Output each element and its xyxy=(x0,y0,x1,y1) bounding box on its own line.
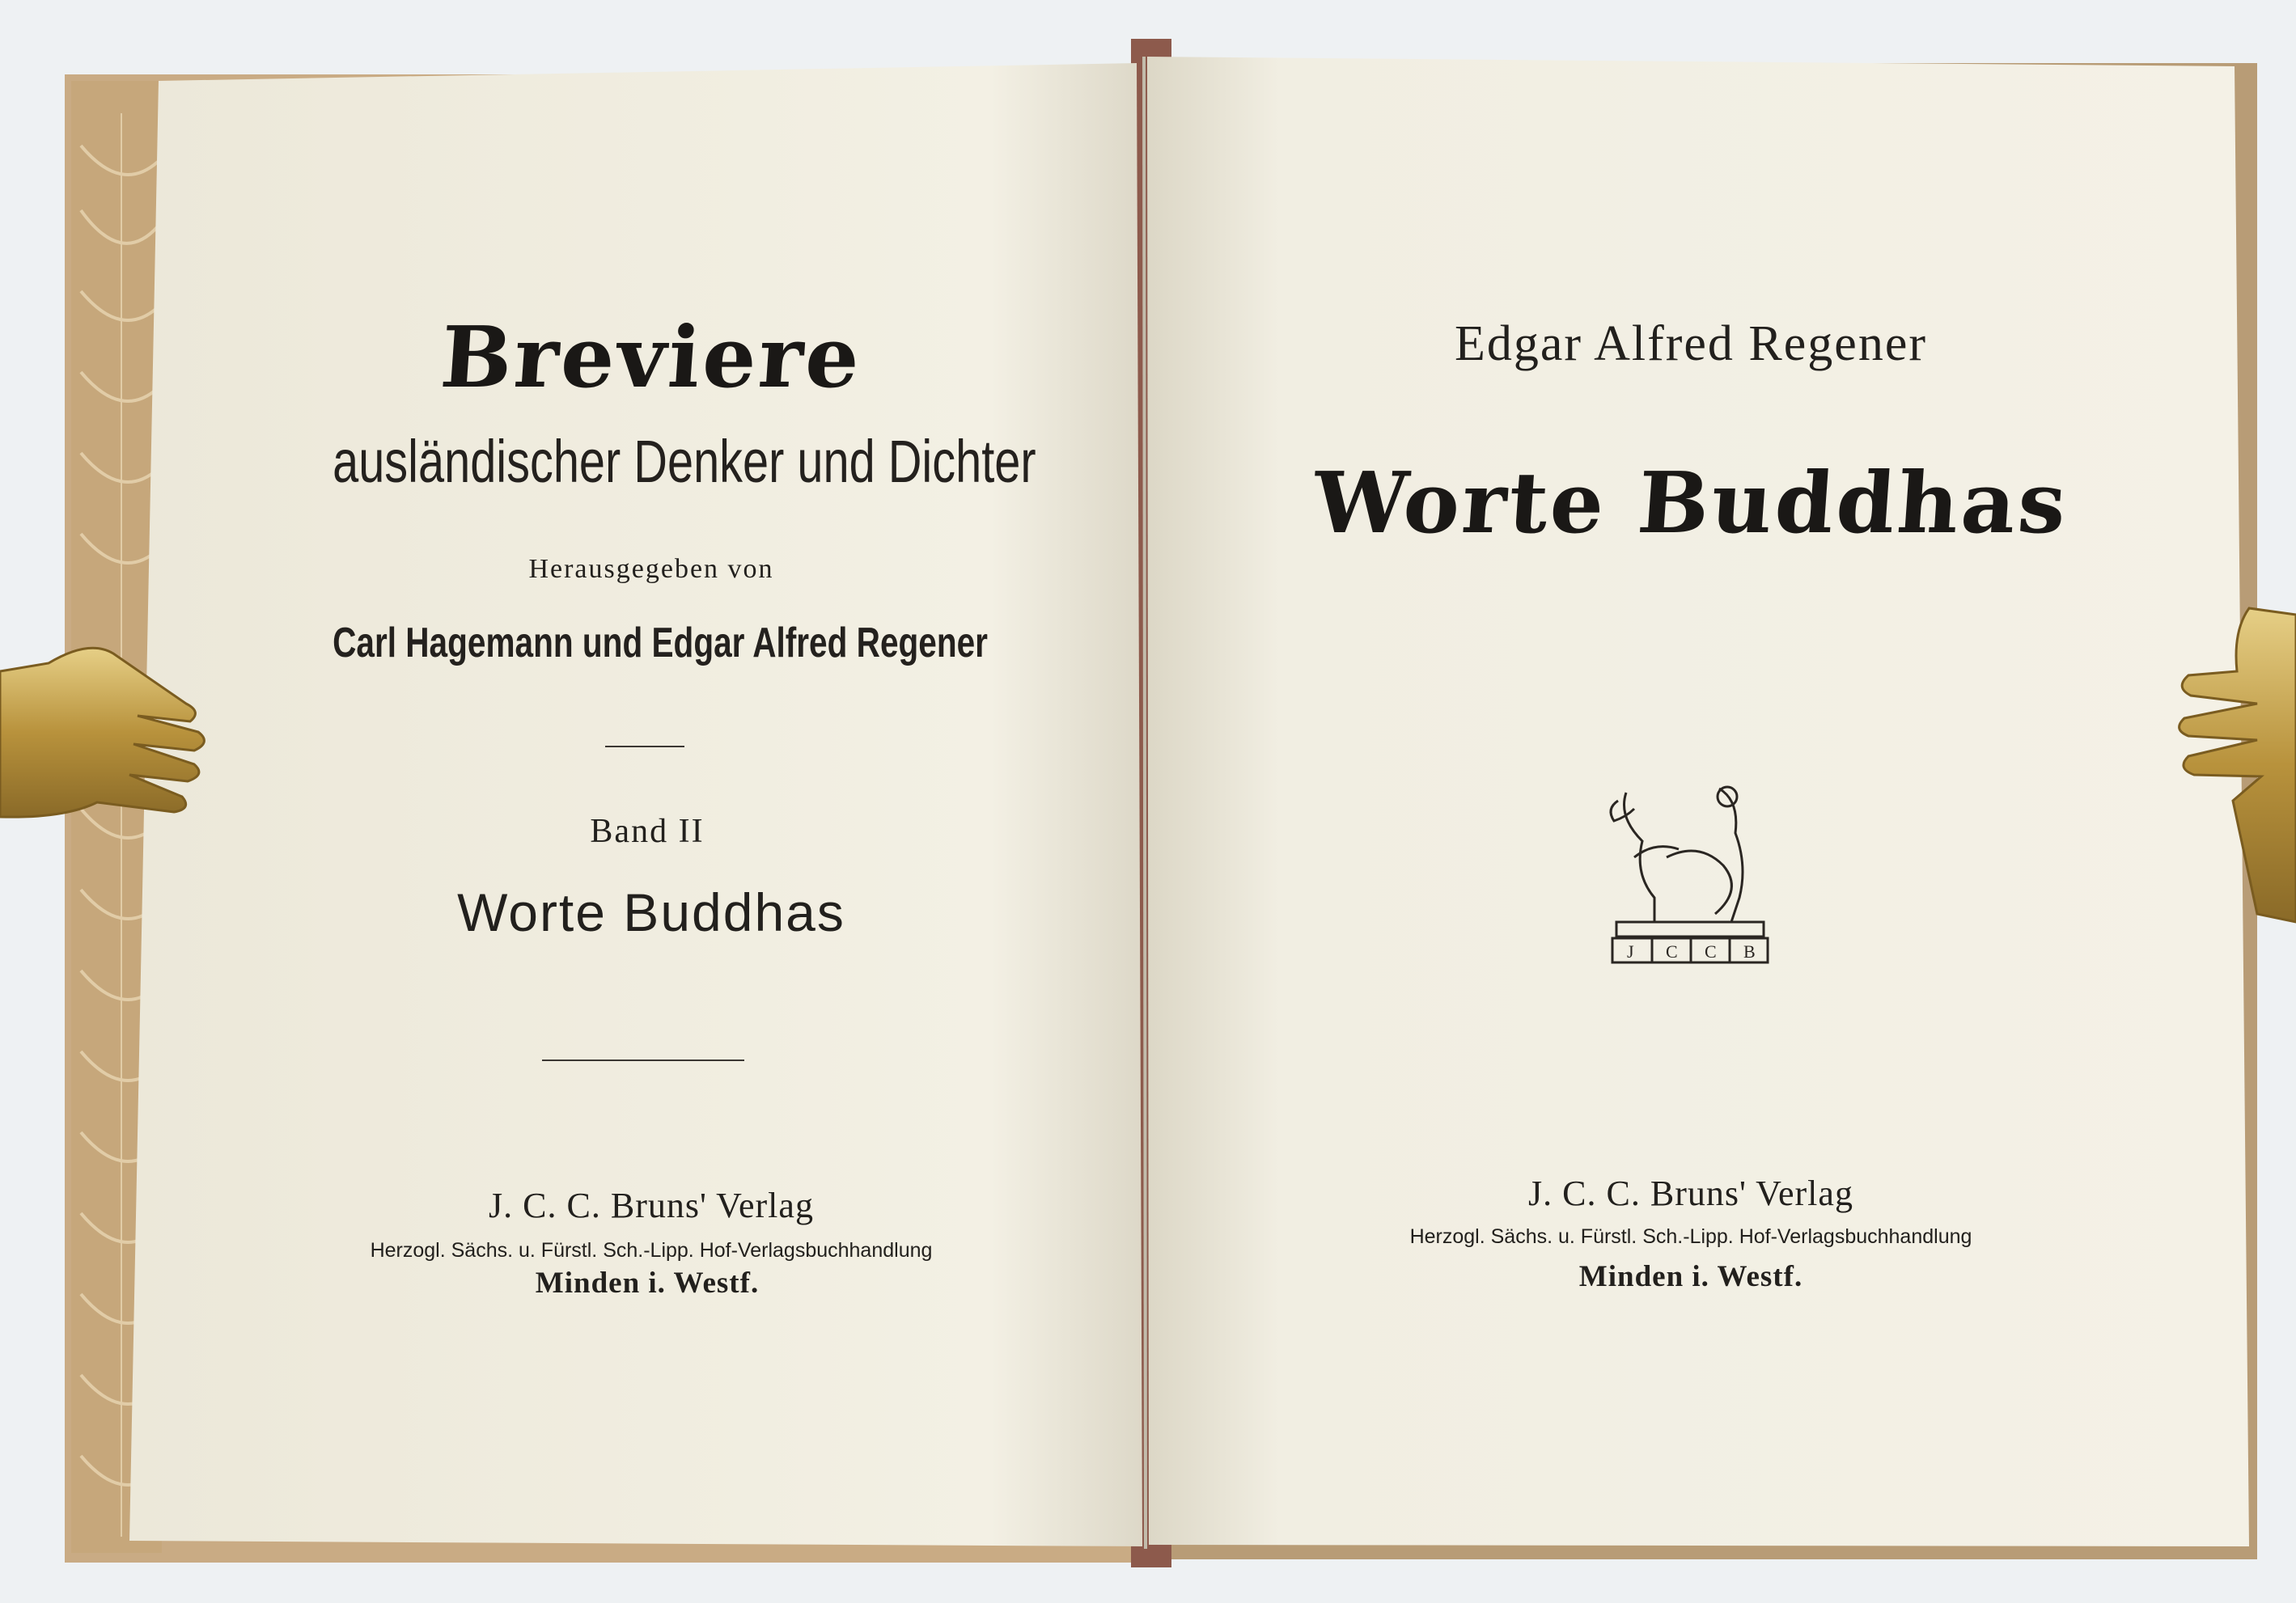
series-title: Breviere xyxy=(437,307,866,407)
gutter-line xyxy=(1144,57,1146,1549)
publisher-name-right: J. C. C. Bruns' Verlag xyxy=(1528,1174,1853,1213)
publisher-subline-right: Herzogl. Sächs. u. Fürstl. Sch.-Lipp. Hof-Verlagsbuchhandlung xyxy=(1409,1225,1972,1248)
publisher-city-right: Minden i. Westf. xyxy=(1578,1260,1803,1293)
publisher-subline-left: Herzogl. Sächs. u. Fürstl. Sch.-Lipp. Hof-Verlagsbuchhandlung xyxy=(370,1239,933,1262)
publisher-city-left: Minden i. Westf. xyxy=(535,1267,760,1300)
author-name: Edgar Alfred Regener xyxy=(1455,316,1927,371)
mark-initial-1: J xyxy=(1627,941,1634,962)
rule-long xyxy=(542,1060,744,1061)
left-page xyxy=(129,63,1142,1546)
publisher-name-left: J. C. C. Bruns' Verlag xyxy=(489,1186,814,1225)
mark-initial-3: C xyxy=(1705,941,1717,962)
volume-title: Worte Buddhas xyxy=(457,882,845,942)
volume-number: Band II xyxy=(590,813,705,850)
mark-initial-2: C xyxy=(1666,941,1678,962)
rule-short xyxy=(605,746,684,747)
right-page xyxy=(1147,57,2249,1546)
series-subtitle: ausländischer Denker und Dichter xyxy=(333,428,1036,495)
editors-line: Carl Hagemann und Edgar Alfred Regener xyxy=(333,620,988,666)
mark-initial-4: B xyxy=(1743,941,1756,962)
book-title: Worte Buddhas xyxy=(1310,453,2072,552)
editor-label: Herausgegeben von xyxy=(528,554,774,584)
